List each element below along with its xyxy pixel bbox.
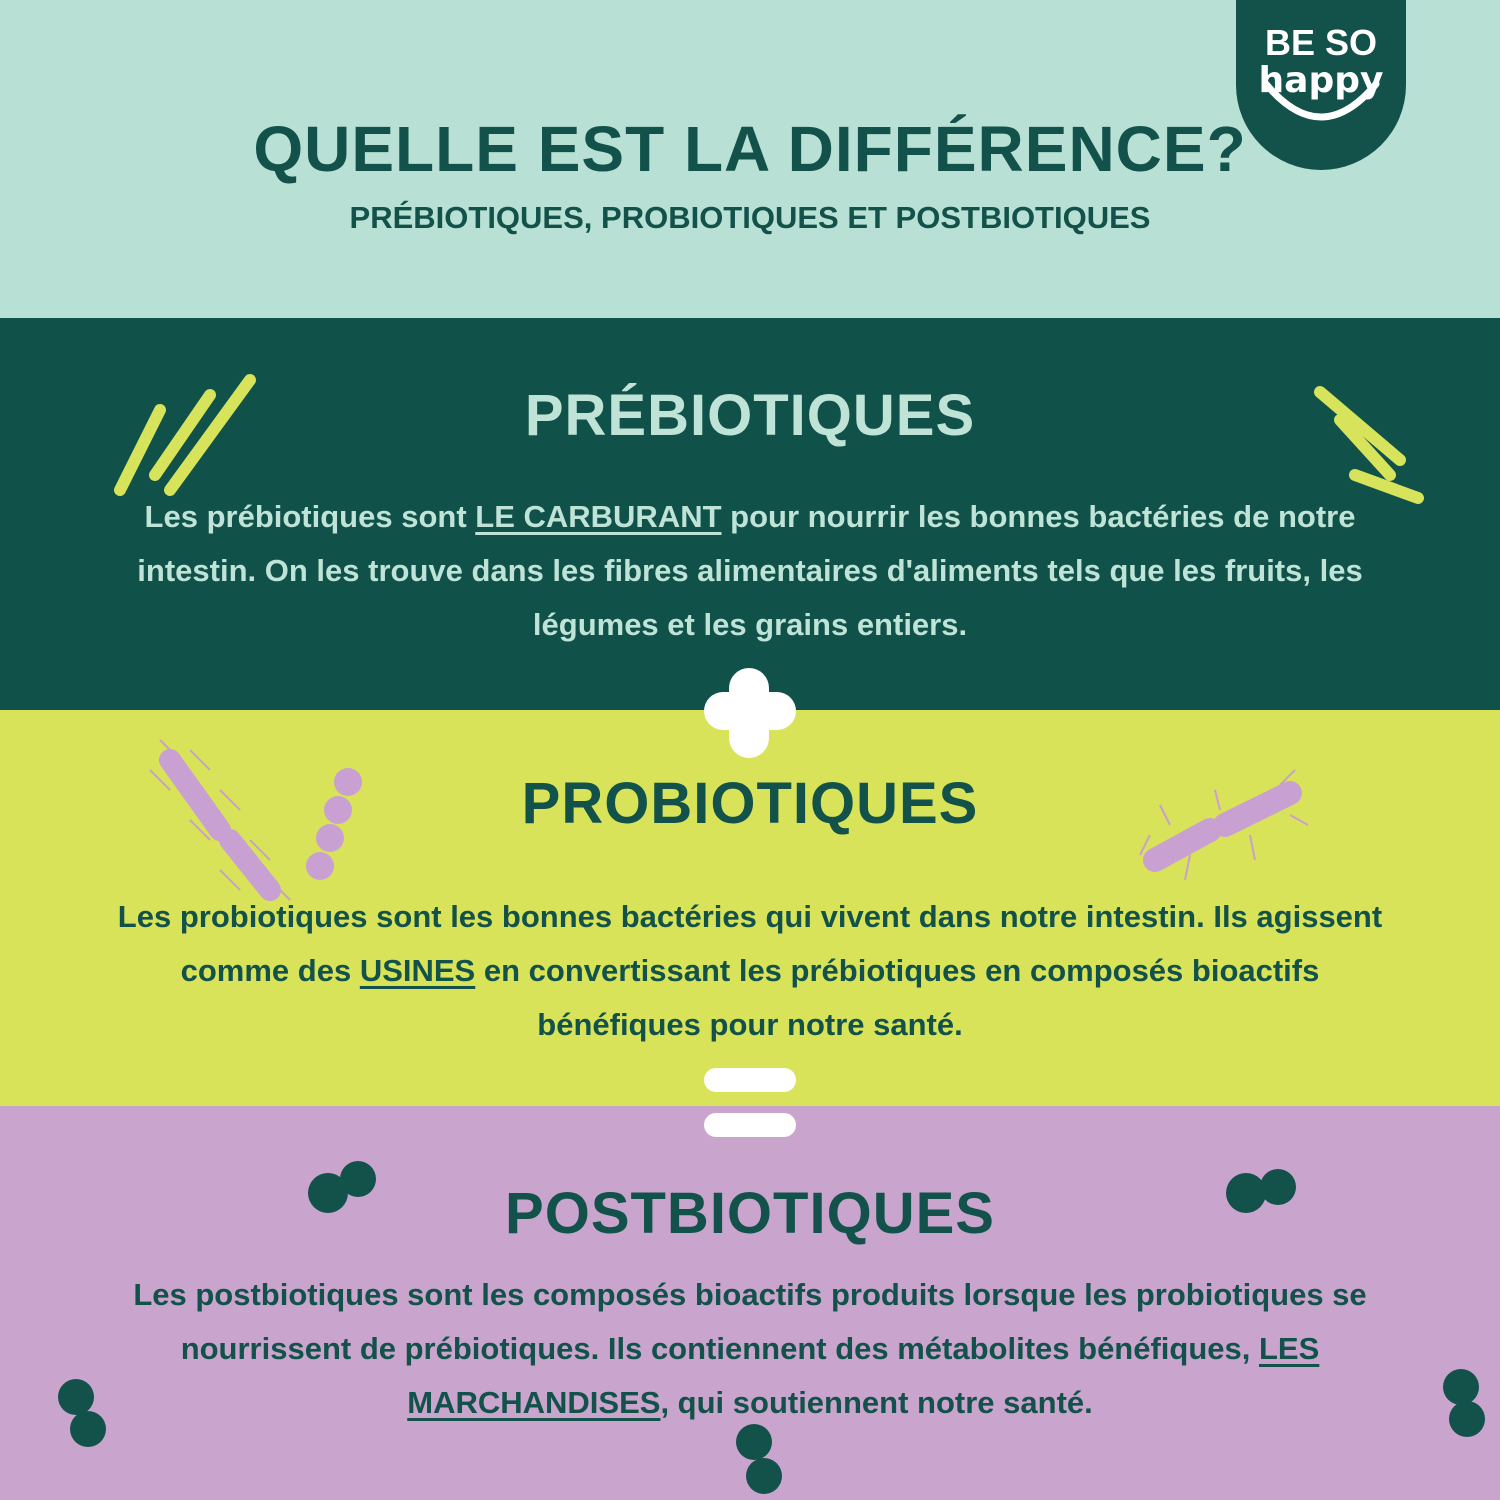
- page-title: QUELLE EST LA DIFFÉRENCE?: [253, 113, 1247, 185]
- probiotics-highlight: USINES: [359, 953, 476, 988]
- metabolite-icon: [1435, 1365, 1495, 1445]
- probiotics-text: Les probiotiques sont les bonnes bactéries qui vivent dans notre intestin. Ils agissent comme des USINES en convertissant les prébiotiques en composés bioactifs bénéfiques pour notre santé.: [117, 899, 1383, 1042]
- bacteria-icon: [140, 730, 300, 910]
- metabolite-icon: [52, 1375, 112, 1455]
- bacteria-chain-icon: [290, 760, 380, 900]
- metabolite-icon: [1220, 1165, 1310, 1215]
- brand-logo: [1236, 0, 1406, 170]
- bacteria-icon: [1130, 765, 1310, 895]
- postbiotics-title: POSTBIOTIQUES: [505, 1181, 995, 1246]
- fiber-icon: [1300, 380, 1440, 520]
- prebiotics-text: Les prébiotiques sont LE CARBURANT pour nourrir les bonnes bactéries de notre intestin. On les trouve dans les fibres alimentaires d'aliments tels que les fruits, les légumes et les grains entiers.: [137, 499, 1363, 642]
- brand-name-line2: happy: [1258, 60, 1384, 101]
- prebiotics-highlight: LE CARBURANT: [475, 499, 722, 534]
- metabolite-icon: [300, 1155, 390, 1215]
- smile-icon: [1236, 0, 1406, 170]
- prebiotics-title: PRÉBIOTIQUES: [524, 383, 976, 448]
- fiber-icon: [100, 360, 280, 520]
- brand-name-line1: BE SO: [1264, 22, 1378, 63]
- probiotics-title: PROBIOTIQUES: [521, 771, 979, 836]
- postbiotics-text: Les postbiotiques sont les composés bioactifs produits lorsque les probiotiques se nourrissent de prébiotiques. Ils contiennent des métabolites bénéfiques, LES MARCHANDISES, qui soutiennent notre santé.: [133, 1277, 1367, 1420]
- postbiotics-highlight: LES MARCHANDISES: [407, 1331, 1320, 1420]
- page-subtitle: PRÉBIOTIQUES, PROBIOTIQUES ET POSTBIOTIQUES: [349, 200, 1151, 235]
- metabolite-icon: [728, 1420, 788, 1500]
